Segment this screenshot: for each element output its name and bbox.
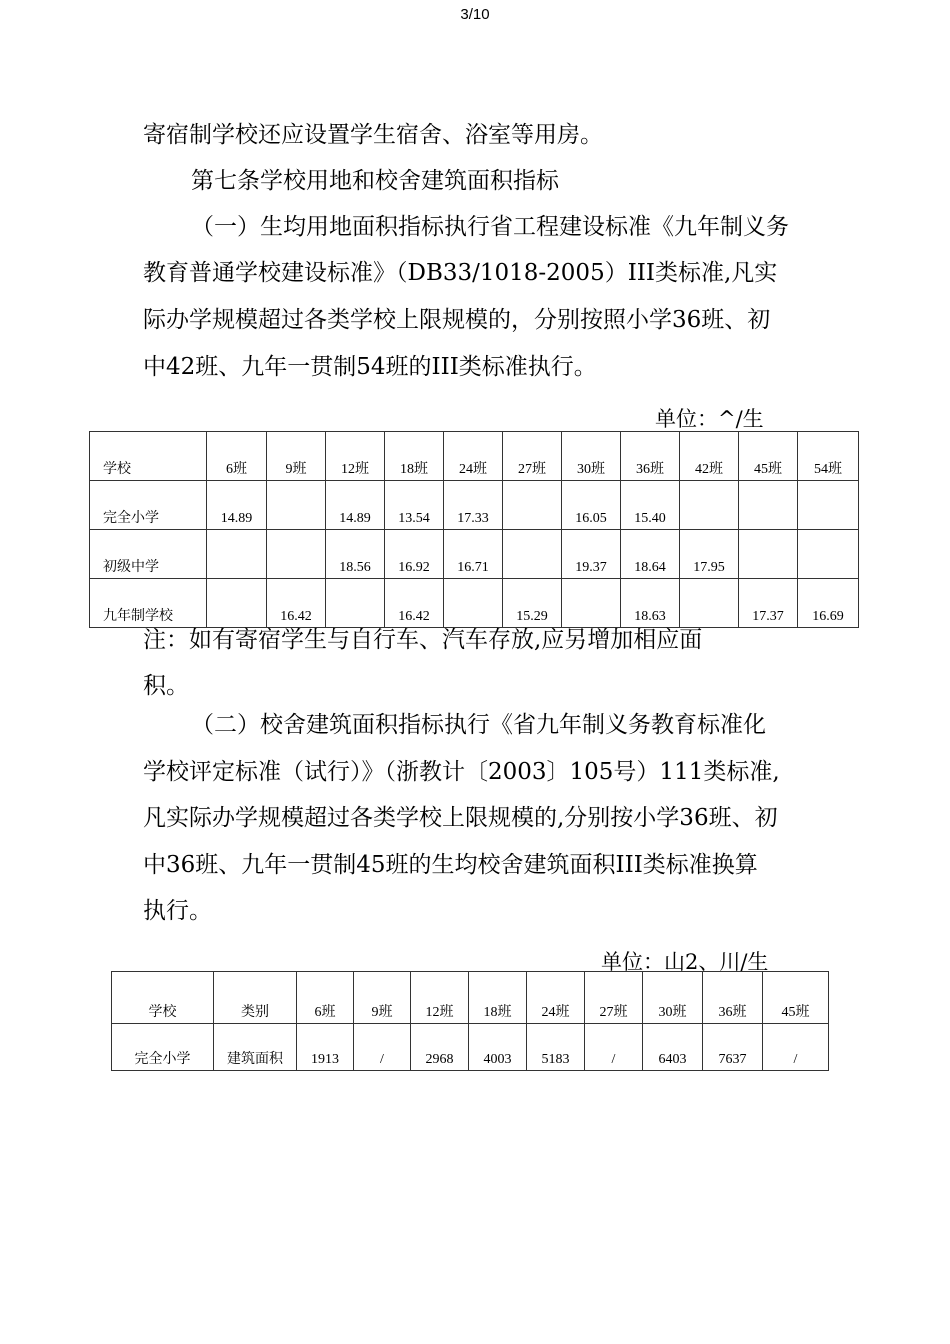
table-cell: / [585, 1024, 643, 1071]
header-cell: 45班 [739, 432, 798, 481]
header-cell: 9班 [267, 432, 326, 481]
table-cell: 2968 [411, 1024, 469, 1071]
header-cell: 30班 [643, 972, 703, 1024]
section2-line1: （二）校舍建筑面积指标执行《省九年制义务教育标准化 [191, 712, 766, 738]
header-cell: 54班 [798, 432, 859, 481]
table-cell: / [354, 1024, 411, 1071]
article-7-heading: 第七条学校用地和校舍建筑面积指标 [191, 168, 559, 194]
row-label-cell: 九年制学校 [90, 579, 207, 628]
header-cell: 42班 [680, 432, 739, 481]
section2-line5: 执行。 [143, 898, 212, 924]
table-cell: 14.89 [207, 481, 267, 530]
table-cell: 17.33 [444, 481, 503, 530]
header-cell: 24班 [444, 432, 503, 481]
table-cell: 19.37 [562, 530, 621, 579]
table-cell [267, 530, 326, 579]
header-cell: 类别 [214, 972, 297, 1024]
table-cell: 16.69 [798, 579, 859, 628]
header-cell: 36班 [703, 972, 763, 1024]
table-cell: 16.42 [385, 579, 444, 628]
table-row [90, 481, 859, 530]
paragraph-dormitory: 寄宿制学校还应设置学生宿舍、浴室等用房。 [143, 122, 603, 148]
building-area-table [111, 971, 829, 1071]
table-cell [267, 481, 326, 530]
table-cell [326, 579, 385, 628]
table-cell: 14.89 [326, 481, 385, 530]
header-cell: 27班 [503, 432, 562, 481]
header-cell: 18班 [469, 972, 527, 1024]
table-cell: 16.92 [385, 530, 444, 579]
table-cell: 6403 [643, 1024, 703, 1071]
table-cell: 18.64 [621, 530, 680, 579]
note-line2: 积。 [143, 673, 189, 699]
table-cell [798, 530, 859, 579]
table-cell [444, 579, 503, 628]
table-cell [680, 481, 739, 530]
table-cell: 16.42 [267, 579, 326, 628]
header-cell: 30班 [562, 432, 621, 481]
header-cell: 12班 [411, 972, 469, 1024]
section1-line3: 际办学规模超过各类学校上限规模的，分别按照小学36班、初 [143, 307, 771, 333]
table-cell: 建筑面积 [214, 1024, 297, 1071]
land-area-table [89, 431, 859, 628]
table-cell: 4003 [469, 1024, 527, 1071]
table-cell [207, 530, 267, 579]
table-cell: 17.95 [680, 530, 739, 579]
table-header-row [112, 972, 829, 1024]
table-cell: 18.63 [621, 579, 680, 628]
table-cell: 7637 [703, 1024, 763, 1071]
table-cell [503, 481, 562, 530]
table-header-row [90, 432, 859, 481]
header-cell: 36班 [621, 432, 680, 481]
table-cell: 15.40 [621, 481, 680, 530]
header-cell: 24班 [527, 972, 585, 1024]
table-cell: 18.56 [326, 530, 385, 579]
table-cell [562, 579, 621, 628]
table-cell: 17.37 [739, 579, 798, 628]
note-line1: 注：如有寄宿学生与自行车、汽车存放,应另增加相应面 [143, 627, 703, 653]
page-number: 3/10 [460, 6, 490, 23]
table-cell [680, 579, 739, 628]
header-cell: 学校 [90, 432, 207, 481]
header-cell: 45班 [763, 972, 829, 1024]
row-label-cell: 完全小学 [112, 1024, 214, 1071]
table-cell: / [763, 1024, 829, 1071]
table-cell: 16.05 [562, 481, 621, 530]
header-cell: 学校 [112, 972, 214, 1024]
row-label-cell: 完全小学 [90, 481, 207, 530]
header-cell: 18班 [385, 432, 444, 481]
unit-label-1: 单位：^/生 [655, 407, 764, 431]
table-cell: 5183 [527, 1024, 585, 1071]
table-cell: 16.71 [444, 530, 503, 579]
section1-line1: （一）生均用地面积指标执行省工程建设标准《九年制义务 [191, 214, 789, 240]
section1-line2: 教育普通学校建设标准》（DB33/1018-2005）III类标准,凡实 [143, 260, 778, 286]
header-cell: 27班 [585, 972, 643, 1024]
section2-line2: 学校评定标准（试行）》（浙教计〔2003〕105号）111类标准, [143, 759, 780, 785]
table-row [90, 530, 859, 579]
table-cell [798, 481, 859, 530]
table-cell [739, 530, 798, 579]
section1-line4: 中42班、九年一贯制54班的III类标准执行。 [143, 354, 597, 380]
table-cell [739, 481, 798, 530]
row-label-cell: 初级中学 [90, 530, 207, 579]
header-cell: 6班 [297, 972, 354, 1024]
table-row [90, 579, 859, 628]
section2-line3: 凡实际办学规模超过各类学校上限规模的,分别按小学36班、初 [143, 805, 778, 831]
header-cell: 9班 [354, 972, 411, 1024]
header-cell: 6班 [207, 432, 267, 481]
table-cell [503, 530, 562, 579]
table-cell: 1913 [297, 1024, 354, 1071]
table-cell: 15.29 [503, 579, 562, 628]
header-cell: 12班 [326, 432, 385, 481]
section2-line4: 中36班、九年一贯制45班的生均校舍建筑面积III类标准换算 [143, 852, 758, 878]
table-row [112, 1024, 829, 1071]
unit-label-2: 单位：山2、川/生 [601, 950, 769, 974]
table-cell: 13.54 [385, 481, 444, 530]
table-cell [207, 579, 267, 628]
